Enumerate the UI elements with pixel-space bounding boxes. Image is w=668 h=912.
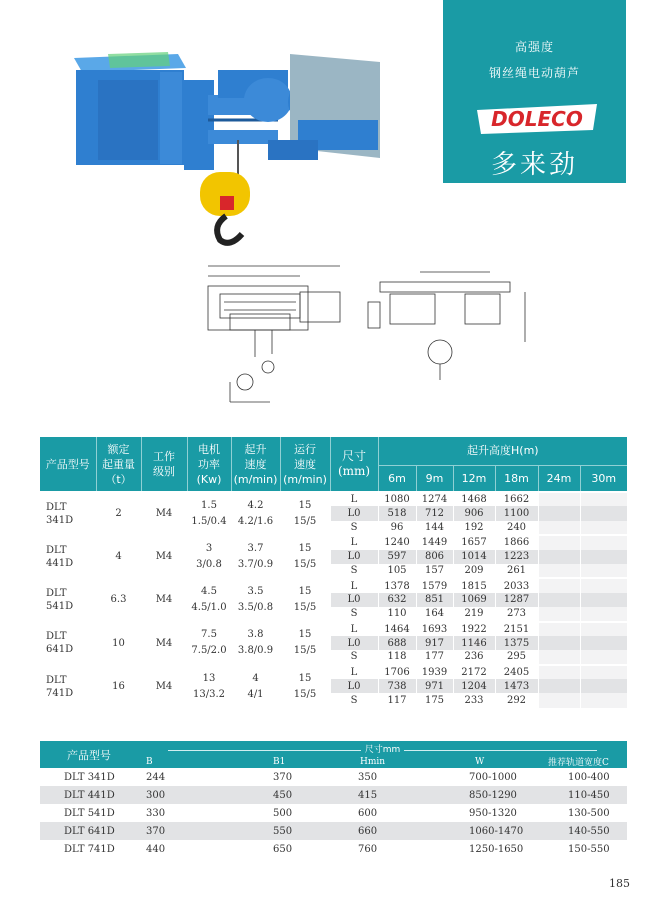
cell-travel-value: 15 [298,542,312,554]
cell-height-value [538,492,580,506]
cell-lift-value-2: 4/1 [247,688,264,700]
cell-power [187,578,231,621]
cell-travel-value: 15 [298,499,312,511]
cell-height-value [580,593,627,607]
cell-duty: M4 [141,492,187,535]
cell-lift-value: 4 [252,672,259,684]
specs-table [40,437,627,708]
table-row [40,665,627,679]
cell-height-value [538,665,580,679]
cell-lift [231,535,280,578]
cell-height-value [580,506,627,520]
table-row [40,840,627,858]
cell-capacity: 6.3 [96,578,141,621]
cell-dim-key: L [330,665,378,679]
cell-height-value: 1939 [416,665,453,679]
cell-dim-key: L0 [330,679,378,693]
cell-model: DLT 441D [40,786,138,804]
cell-height-value: 1100 [495,506,538,520]
cell-height-value [580,535,627,549]
cell-height-value: 1866 [495,535,538,549]
cell-value: 500 [273,807,293,819]
brand-panel [443,0,626,183]
cell-height-value: 273 [495,607,538,621]
brand-tagline-1: 高强度 [514,40,554,54]
cell-power-value: 4.5 [201,585,217,597]
cell-travel-value-2: 15/5 [293,645,317,657]
cell-height-value [538,636,580,650]
cell-lift-value-2: 3.7/0.9 [237,558,274,570]
col-lift-height: 起升高度H(m) [378,437,627,465]
col-model: 产品型号 [40,437,96,492]
cell-lift-value-2: 4.2/1.6 [237,515,274,527]
cell-height-value: 164 [416,607,453,621]
col2-hmin: Hmin [328,755,423,768]
cell-dim-key: L [330,535,378,549]
cell-height-value: 117 [378,693,416,707]
cell-height-value: 292 [495,693,538,707]
cell-height-value: 1468 [453,492,495,506]
col2-b1: B1 [233,755,328,768]
cell-height-value: 1080 [378,492,416,506]
cell-height-value: 1274 [416,492,453,506]
cell-dim-key: L0 [330,636,378,650]
cell-height-value: 1014 [453,550,495,564]
cell-duty: M4 [141,535,187,578]
cell-height-value: 1815 [453,578,495,592]
cell-height-value [580,679,627,693]
cell-height-value: 240 [495,521,538,535]
cell-model: DLT 541D [40,578,96,621]
cell-height-value: 1693 [416,622,453,636]
cell-dim-key: L0 [330,593,378,607]
cell-value: 300 [138,786,233,804]
col-duty: 工作 级别 [141,437,187,492]
cell-height-value [580,578,627,592]
cell-power-value-2: 7.5/2.0 [191,645,227,657]
cell-duty: M4 [141,578,187,621]
cell-height-value: 1706 [378,665,416,679]
cell-travel-value-2: 15/5 [293,601,317,613]
col2-b: B [138,755,233,768]
cell-dim-key: L [330,492,378,506]
cell-height-value: 1204 [453,679,495,693]
cell-height-value: 1375 [495,636,538,650]
cell-height-value: 261 [495,564,538,578]
table-row [40,578,627,592]
cell-height-value [580,521,627,535]
cell-height-value [538,650,580,664]
cell-height-value: 110 [378,607,416,621]
cell-model: DLT 341D [40,492,96,535]
table-row [40,535,627,549]
cell-dim-key: S [330,693,378,707]
col-power: 电机 功率 (Kw) [187,437,231,492]
cell-lift-value-2: 3.5/0.8 [237,601,274,613]
cell-height-value: 177 [416,650,453,664]
cell-travel [280,665,330,708]
cell-power-value: 13 [202,672,216,684]
cell-dim-key: L0 [330,506,378,520]
cell-travel [280,492,330,535]
cell-value: 370 [273,771,293,783]
cell-dim-key: S [330,650,378,664]
cell-height-value: 236 [453,650,495,664]
cell-height-value: 1069 [453,593,495,607]
cell-height-value [538,506,580,520]
table-row [40,822,627,840]
cell-height-value: 209 [453,564,495,578]
cell-height-value: 597 [378,550,416,564]
col2-w: W [423,755,530,768]
cell-value: 600 [358,807,378,819]
technical-drawing [200,262,530,412]
cell-height-value [538,679,580,693]
cell-model: DLT 341D [64,771,115,783]
cell-travel [280,622,330,665]
table-row [40,786,627,804]
cell-height-value: 1662 [495,492,538,506]
cell-height-value: 105 [378,564,416,578]
cell-height-value: 1473 [495,679,538,693]
cell-value: 700-1000 [469,771,517,783]
cell-duty: M4 [141,622,187,665]
dimensions-table [40,741,627,858]
cell-height-value: 219 [453,607,495,621]
cell-height-value: 2405 [495,665,538,679]
cell-travel-value-2: 15/5 [293,688,317,700]
col-h-9m: 9m [416,465,453,492]
cell-lift-value: 3.7 [247,542,264,554]
cell-power [187,665,231,708]
cell-dim-key: L0 [330,550,378,564]
cell-power [187,535,231,578]
cell-dim-key: S [330,607,378,621]
cell-value: 1060-1470 [423,822,530,840]
cell-height-value [538,693,580,707]
cell-value: 950-1320 [469,807,517,819]
cell-height-value [538,550,580,564]
col-h-6m: 6m [378,465,416,492]
cell-height-value [580,492,627,506]
table-row [40,492,627,506]
cell-height-value: 917 [416,636,453,650]
cell-travel [280,578,330,621]
cell-value: 650 [273,843,293,855]
cell-height-value: 144 [416,521,453,535]
cell-height-value [538,607,580,621]
cell-value: 110-450 [530,786,627,804]
cell-lift-value-2: 3.8/0.9 [237,645,274,657]
cell-power-value: 7.5 [201,629,217,641]
cell-height-value [538,521,580,535]
col-h-24m: 24m [538,465,580,492]
cell-value: 760 [358,843,378,855]
cell-height-value: 906 [453,506,495,520]
cell-travel-value-2: 15/5 [293,558,317,570]
cell-height-value: 1922 [453,622,495,636]
cell-travel-value: 15 [298,629,312,641]
cell-dim-key: S [330,564,378,578]
cell-lift [231,492,280,535]
col2-dim-title: 尺寸mm [138,741,627,755]
cell-model: DLT 641D [40,622,96,665]
cell-lift-value: 4.2 [247,499,264,511]
cell-travel-value: 15 [298,672,312,684]
cell-height-value: 1223 [495,550,538,564]
cell-duty: M4 [141,665,187,708]
svg-text:DOLECO: DOLECO [491,107,583,131]
hoist-photo [68,40,388,250]
cell-height-value [580,636,627,650]
cell-height-value [538,593,580,607]
col-h-12m: 12m [453,465,495,492]
cell-height-value: 2033 [495,578,538,592]
doleco-logo [477,98,597,138]
cell-height-value: 1146 [453,636,495,650]
col-travel-speed: 运行 速度 (m/min) [280,437,330,492]
cell-power-value-2: 1.5/0.4 [191,515,227,527]
cell-height-value [580,650,627,664]
cell-travel-value: 15 [298,585,312,597]
cell-travel [280,535,330,578]
cell-height-value: 96 [378,521,416,535]
cell-capacity: 16 [96,665,141,708]
cell-value: 550 [233,822,328,840]
cell-height-value: 233 [453,693,495,707]
brand-tagline-2: 钢丝绳电动葫芦 [488,66,580,80]
cell-height-value: 688 [378,636,416,650]
cell-value: 150-550 [568,843,610,855]
cell-height-value: 1287 [495,593,538,607]
cell-height-value [580,693,627,707]
cell-height-value: 2151 [495,622,538,636]
cell-power-value: 3 [205,542,213,554]
cell-value: 130-500 [568,807,610,819]
col-lift-speed: 起升 速度 (m/min) [231,437,280,492]
cell-value: 660 [328,822,423,840]
cell-power-value: 1.5 [201,499,217,511]
cell-height-value: 295 [495,650,538,664]
cell-model: DLT 741D [64,843,115,855]
col-capacity: 额定 起重量 （t） [96,437,141,492]
cell-height-value [580,550,627,564]
cell-value: 100-400 [568,771,610,783]
cell-power-value-2: 4.5/1.0 [191,601,227,613]
cell-height-value: 632 [378,593,416,607]
table-row [40,622,627,636]
cell-height-value: 1464 [378,622,416,636]
cell-height-value: 806 [416,550,453,564]
cell-height-value: 118 [378,650,416,664]
cell-height-value: 971 [416,679,453,693]
cell-value: 1250-1650 [469,843,524,855]
cell-power [187,492,231,535]
cell-height-value: 1240 [378,535,416,549]
cell-value: 330 [146,807,166,819]
cell-value: 370 [138,822,233,840]
cell-height-value [580,665,627,679]
cell-model: DLT 741D [40,665,96,708]
cell-power-value-2: 13/3.2 [193,688,225,700]
col-h-18m: 18m [495,465,538,492]
cell-power [187,622,231,665]
cell-dim-key: L [330,622,378,636]
col-h-30m: 30m [580,465,627,492]
cell-height-value: 157 [416,564,453,578]
cell-height-value [538,578,580,592]
cell-value: 244 [146,771,166,783]
cell-height-value [580,607,627,621]
cell-dim-key: L [330,578,378,592]
cell-height-value [538,622,580,636]
page-number: 185 [609,877,630,890]
cell-model: DLT 441D [40,535,96,578]
cell-height-value: 2172 [453,665,495,679]
cell-model: DLT 541D [64,807,115,819]
brand-name: 多来劲 [490,150,578,180]
table-row [40,768,627,786]
cell-height-value: 1378 [378,578,416,592]
cell-power-value-2: 3/0.8 [196,558,222,570]
cell-height-value: 712 [416,506,453,520]
cell-value: 440 [146,843,166,855]
cell-height-value: 518 [378,506,416,520]
cell-height-value: 1449 [416,535,453,549]
col2-model: 产品型号 [40,741,138,768]
cell-lift-value: 3.5 [247,585,264,597]
cell-height-value: 738 [378,679,416,693]
cell-capacity: 4 [96,535,141,578]
cell-value: 350 [358,771,378,783]
cell-capacity: 2 [96,492,141,535]
cell-dim-key: S [330,521,378,535]
cell-model: DLT 641D [40,822,138,840]
cell-value: 850-1290 [423,786,530,804]
cell-height-value: 851 [416,593,453,607]
cell-height-value [538,535,580,549]
cell-lift-value: 3.8 [247,629,264,641]
table-row [40,804,627,822]
cell-value: 140-550 [530,822,627,840]
cell-value: 415 [328,786,423,804]
cell-height-value: 175 [416,693,453,707]
cell-capacity: 10 [96,622,141,665]
cell-travel-value-2: 15/5 [293,515,317,527]
cell-height-value [580,564,627,578]
cell-lift [231,665,280,708]
cell-height-value: 1657 [453,535,495,549]
cell-lift [231,578,280,621]
col-dim: 尺寸 (mm) [330,437,378,492]
cell-value: 450 [233,786,328,804]
cell-height-value: 1579 [416,578,453,592]
cell-lift [231,622,280,665]
cell-height-value [538,564,580,578]
cell-height-value: 192 [453,521,495,535]
cell-height-value [580,622,627,636]
col2-rail: 推荐轨道宽度C [530,755,627,768]
